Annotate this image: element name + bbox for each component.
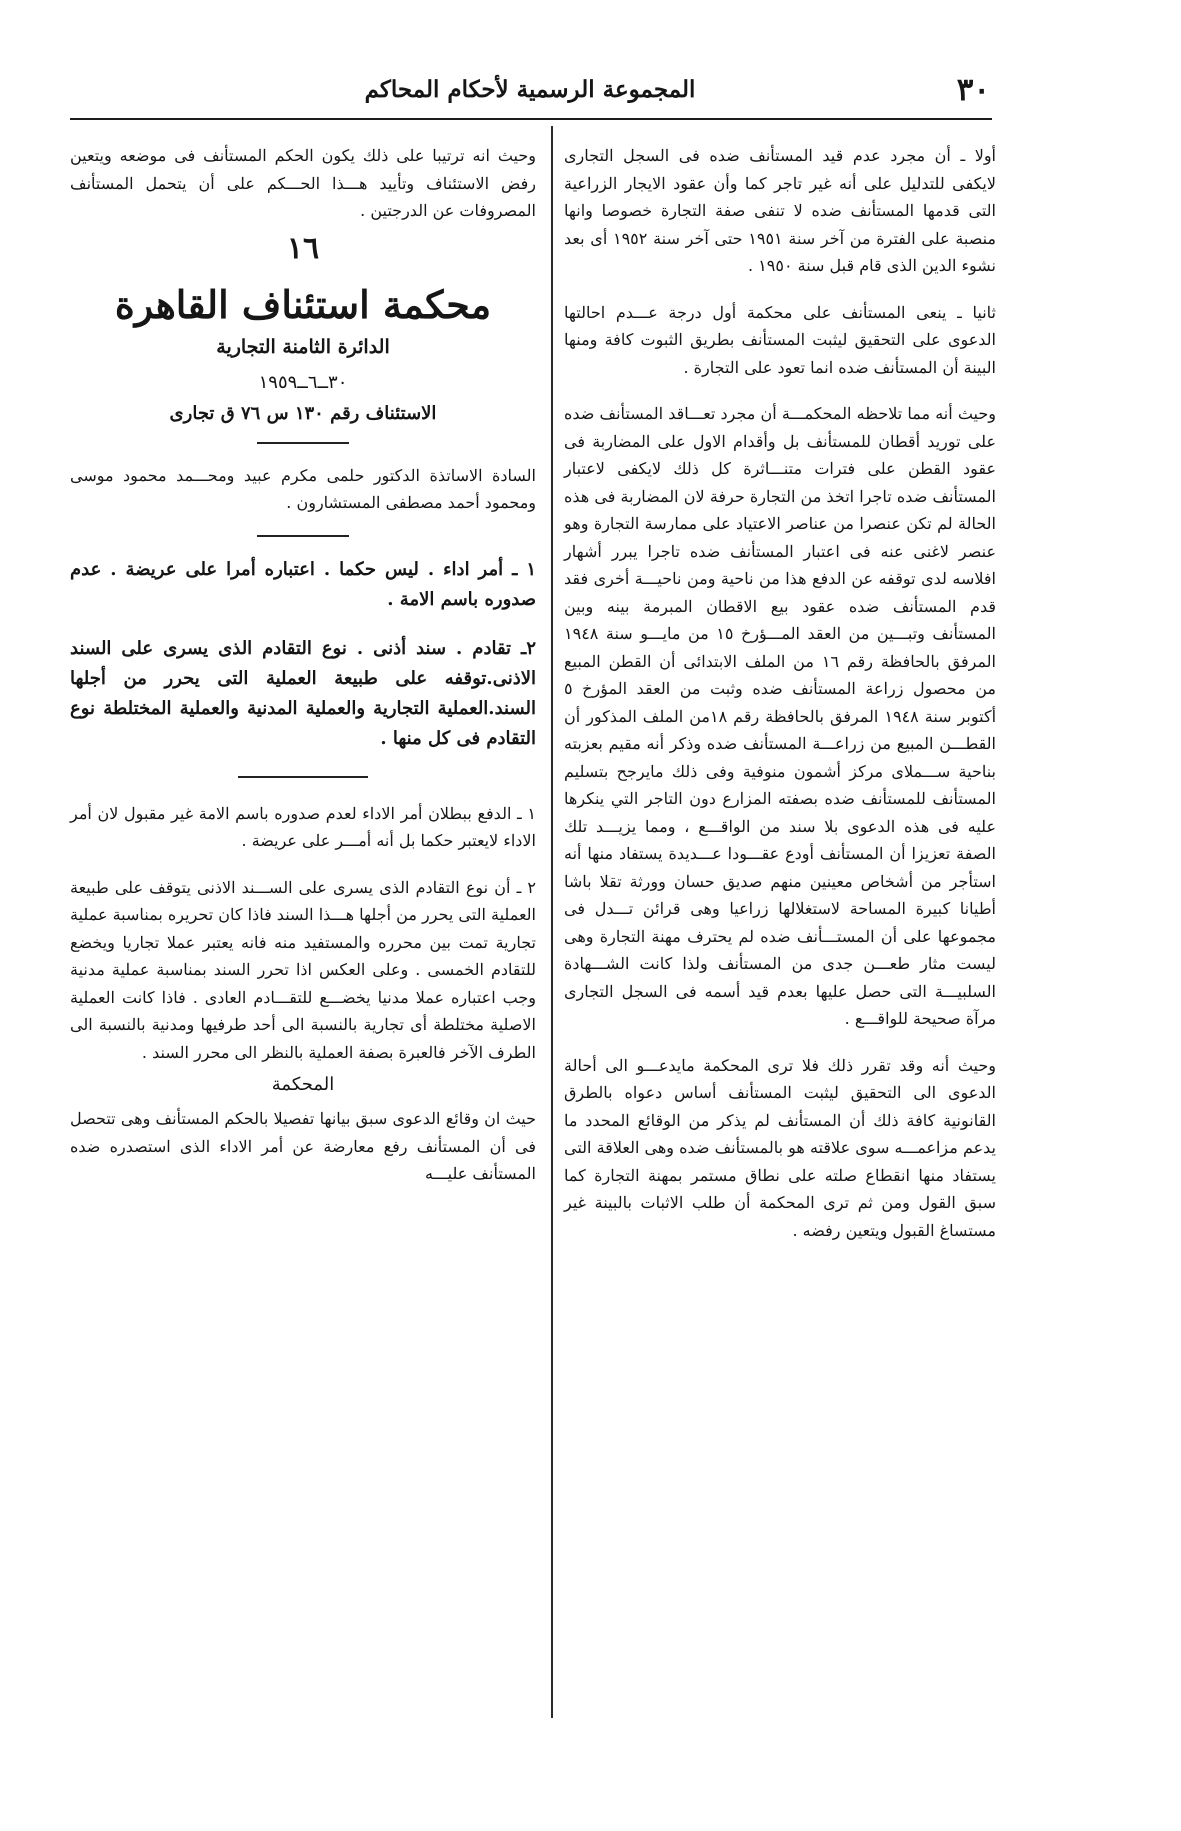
appeal-number: الاستئناف رقم ١٣٠ س ٧٦ ق تجارى [169,402,437,424]
separator-rule [257,535,349,537]
paragraph-second-ground: ثانيا ـ ينعى المستأنف على محكمة أول درجة عـــدم احالتها الدعوى على التحقيق ليثبت المستأنف بطريق الثبوت كافة ومنها البينة أن المستأنف ضده انما تعود على التجارة . [564,302,996,377]
running-title: المجموعة الرسمية لأحكام المحاكم [364,76,696,103]
paragraph-first-ground: أولا ـ أن مجرد عدم قيد المستأنف ضده فى السجل التجارى لايكفى للتدليل على أنه غير تاجر كما وأن عقود الايجار الزراعية التى قدمها المستأنف ضده لا تنفى صفة التجارة خصوصا وانها منصبة على الفترة من آخر سنة ١٩٥١ حتى آخر سنة ١٩٥٢ أى بعد نشوء الدين الذى قام قبل سنة ١٩٥٠ . [564,146,996,275]
right-column [564,142,996,1244]
judges-panel: السادة الاساتذة الدكتور حلمى مكرم عبيد ومحـــمد محمود موسى ومحمود أحمد مصطفى المستشارون . [70,465,536,512]
paragraph-court-reasoning: وحيث أنه مما تلاحظه المحكمـــة أن مجرد تعـــاقد المستأنف ضده على توريد أقطان للمستأنف بل وأقدام الاول على المضاربة فى عقود القطن على فترات متنـــاثرة كل ذلك لايكفى لاعتبار المستأنف ضده تاجرا اتخذ من التجارة حرفة لان المضاربة فى هذه الحالة لم تكن عنصرا من عناصر الاعتياد على ممارسة التجارة وهو عنصر لاغنى عنه فى اعتبار المستأنف ضده تاجرا يبرر أشهار افلاسه لدى توقفه عن الدفع هذا من ناحية ومن ناحيـــة أخرى فقد قدم المستأنف ضده عقود بيع الاقطان المبرمة بينه وبين المستأنف وتبـــين من العقد المـــؤرخ ١٥ من مايـــو سنة ١٩٤٨ المرفق بالحافظة رقم ١٦ من الملف الابتدائى أن القطن المبيع من محصول زراعة المستأنف ضده وثبت من العقد المؤرخ ٥ أكتوبر سنة ١٩٤٨ المرفق بالحافظة رقم ١٨من الملف المذكور أن القطـــن المبيع من زراعـــة المستأنف ضده وذكر أنه مقيم بعزبته بناحية ســـملاى مركز أشمون منوفية وفى ذلك مايرجح بتسليم المستأنف للمستأنف ضده بصفته المزارع دون التاجر التي ينكرها عليه فى هذه الدعوى بلا سند من الواقـــع ، ومما يزيـــد تلك الصفة تعزيزا أن المستأنف أودع عقـــودا عـــديدة يستفاد منها أنه استأجر من أشخاص معينين منهم صديق حسان وورثة تقلا باشا أطيانا كبيرة المساحة لاستغلالها زراعيا وهى قرائن تـــدل فى مجموعها على أن المستـــأنف ضده لم يحترف مهنة التجارة وهى ليست مثار طعـــن جدى من المستأنف ولذا كانت الشـــهادة السلبيـــة التى حصل عليها بعدم قيد أسمه فى السجل التجارى مرآة صحيحة للواقـــع . [564,404,997,1028]
headnote-item: ١ ـ أمر اداء . ليس حكما . اعتباره أمرا على عريضة . عدم صدوره باسم الامة . [70,558,536,610]
case-number: ١٦ [286,230,320,266]
court-name: محكمة استئناف القاهرة [114,281,492,327]
section-title-court: المحكمة [271,1074,335,1095]
page-number: ٣٠ [956,72,990,108]
separator-rule [238,776,368,778]
principle-item: ٢ ـ أن نوع التقادم الذى يسرى على الســـند الاذنى يتوقف على طبيعة العملية التى يحرر من أجلها هـــذا السند فاذا كان تحريره بمناسبة عملية تجارية تمت بين محرره والمستفيد منه فانه يعتبر عملا تجاريا ويخضع للتقادم الخمسى . وعلى العكس اذا تحرر السند بمناسبة عملية مدنية وجب اعتباره عملا مدنيا يخضـــع للتقـــادم العادى . فاذا كانت العملية الاصلية مختلطة أى تجارية بالنسبة الى أحد طرفيها ومدنية بالنسبة الى الطرف الآخر فالعبرة بصفة العملية بالنظر الى محرر السند . [70,877,536,1062]
court-circuit: الدائرة الثامنة التجارية [216,335,390,358]
header-rule [70,118,992,120]
judgment-date: ٣٠ــ٦ــ١٩٥٩ [258,371,348,393]
page-header [70,72,990,112]
headnote-item: ٢ـ تقادم . سند أذنى . نوع التقادم الذى يسرى على السند الاذنى.توقفه على طبيعة العملية التى يحرر من أجلها السند.العملية التجارية والعملية المدنية والعملية المختلطة نوع التقادم فى كل منها . [70,637,536,749]
separator-rule [257,442,349,444]
principle-item: ١ ـ الدفع ببطلان أمر الاداء لعدم صدوره باسم الامة غير مقبول لان أمر الاداء لايعتبر حكما بل أنه أمـــر على عريضة . [70,803,536,850]
paragraph-judgment-end: وحيث انه ترتيبا على ذلك يكون الحكم المستأنف فى موضعه ويتعين رفض الاستئناف وتأييد هـــذا الحـــكم على أن يتحمل المستأنف المصروفات عن الدرجتين . [70,146,536,220]
paragraph-case-facts: حيث ان وقائع الدعوى سبق بيانها تفصيلا بالحكم المستأنف وهى تتحصل فى أن المستأنف رفع معارضة عن أمر الاداء الذى استصدره ضده المستأنف عليـــه [70,1109,536,1183]
column-divider [551,126,553,1718]
left-column [70,142,536,1188]
paragraph-court-conclusion: وحيث أنه وقد تقرر ذلك فلا ترى المحكمة مايدعـــو الى أحالة الدعوى الى التحقيق ليثبت المستأنف أساس دعواه بالطرق القانونية كافة ذلك أن المستأنف لم يذكر من الوقائع المحدد ما يدعم مزاعمـــه سوى علاقته هو بالمستأنف ضده وهى العلاقة التى يستفاد منها انقطاع صلته على نطاق مستمر بمهنة التجارة كما سبق القول ومن ثم ترى المحكمة أن طلب الاثبات بالبينة غير مستساغ القبول ويتعين رفضه . [564,1055,996,1240]
